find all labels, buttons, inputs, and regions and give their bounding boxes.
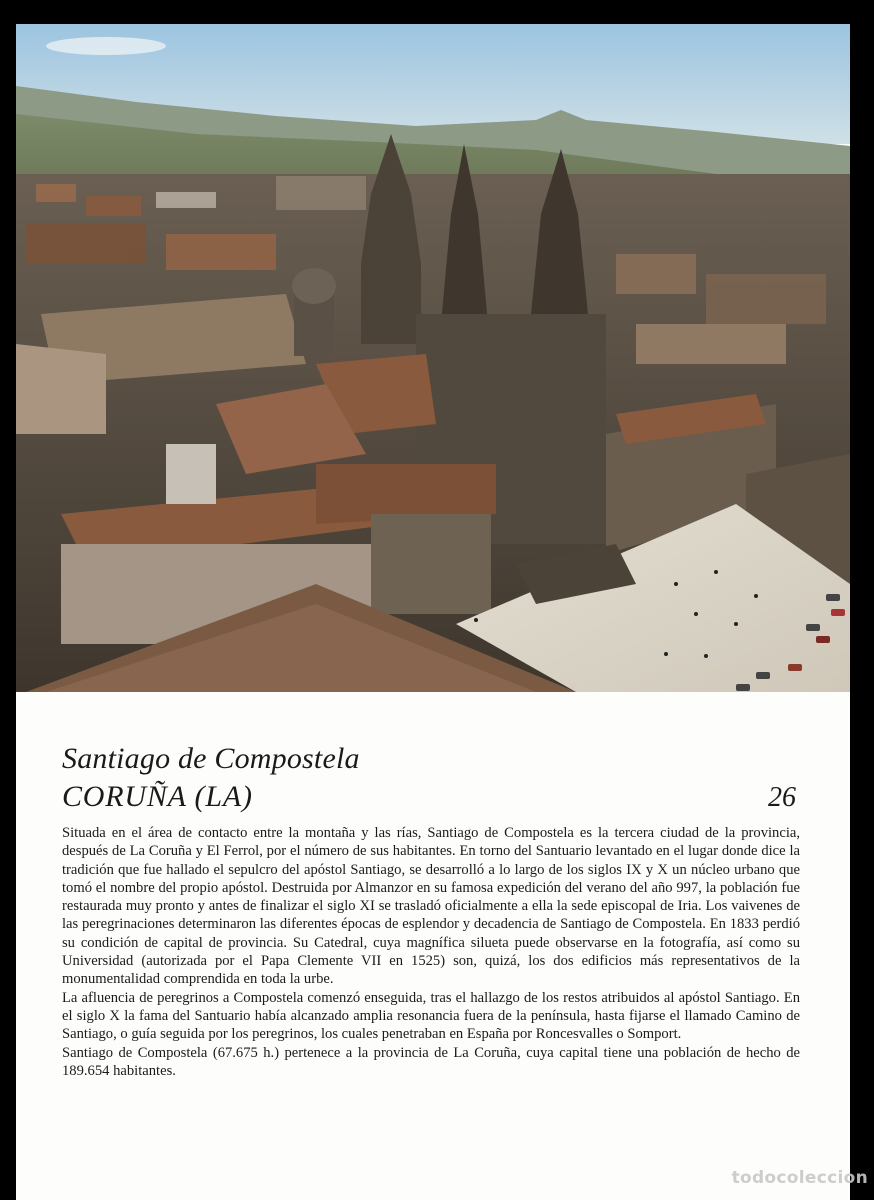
postcard bbox=[16, 24, 850, 1200]
province-subtitle: CORUÑA (LA) bbox=[62, 780, 253, 813]
cathedral-photo bbox=[16, 24, 850, 692]
paragraph: La afluencia de peregrinos a Compostela comenzó enseguida, tras el hallazgo de los restos atribuidos al apóstol Santiago. En el siglo X la fama del Santuario había alcanzado amplia resonancia fuera de la península, hasta fijarse el llamado Camino de Santiago, o guía seguida por los peregrinos, los cuales penetraban en España por Roncesvalles o Somport. bbox=[62, 989, 800, 1043]
watermark: todocoleccion bbox=[731, 1168, 868, 1188]
description-text bbox=[62, 824, 800, 1080]
paragraph: Santiago de Compostela (67.675 h.) pertenece a la provincia de La Coruña, cuya capital tiene una población de hecho de 189.654 habitantes. bbox=[62, 1044, 800, 1079]
city-title: Santiago de Compostela bbox=[62, 742, 360, 775]
paragraph: Situada en el área de contacto entre la montaña y las rías, Santiago de Compostela es la tercera ciudad de la provincia, después de La Coruña y El Ferrol, por el número de sus habitantes. En torno del Santuario levantado en el lugar donde dice la tradición que fue hallado el sepulcro del apóstol Santiago, se desarrolló a lo largo de los siglos IX y X un núcleo urbano que tomó el nombre del propio apóstol. Destruida por Almanzor en su famosa expedición del verano del año 997, la población fue restaurada muy pronto y antes de finalizar el siglo XI se trasladó oficialmente a ella la sede episcopal de Iria. Los vaivenes de las peregrinaciones determinaron las diferentes épocas de esplendor y decadencia de Santiago de Compostela. En 1833 perdió su condición de capital de provincia. Su Catedral, cuya magnífica silueta puede observarse en la fotografía, así como su Universidad (autorizada por el Papa Clemente VII en 1525) son, quizá, los dos edificios más representativos de la monumentalidad comprendida en toda la urbe. bbox=[62, 825, 800, 988]
card-number: 26 bbox=[768, 782, 796, 813]
